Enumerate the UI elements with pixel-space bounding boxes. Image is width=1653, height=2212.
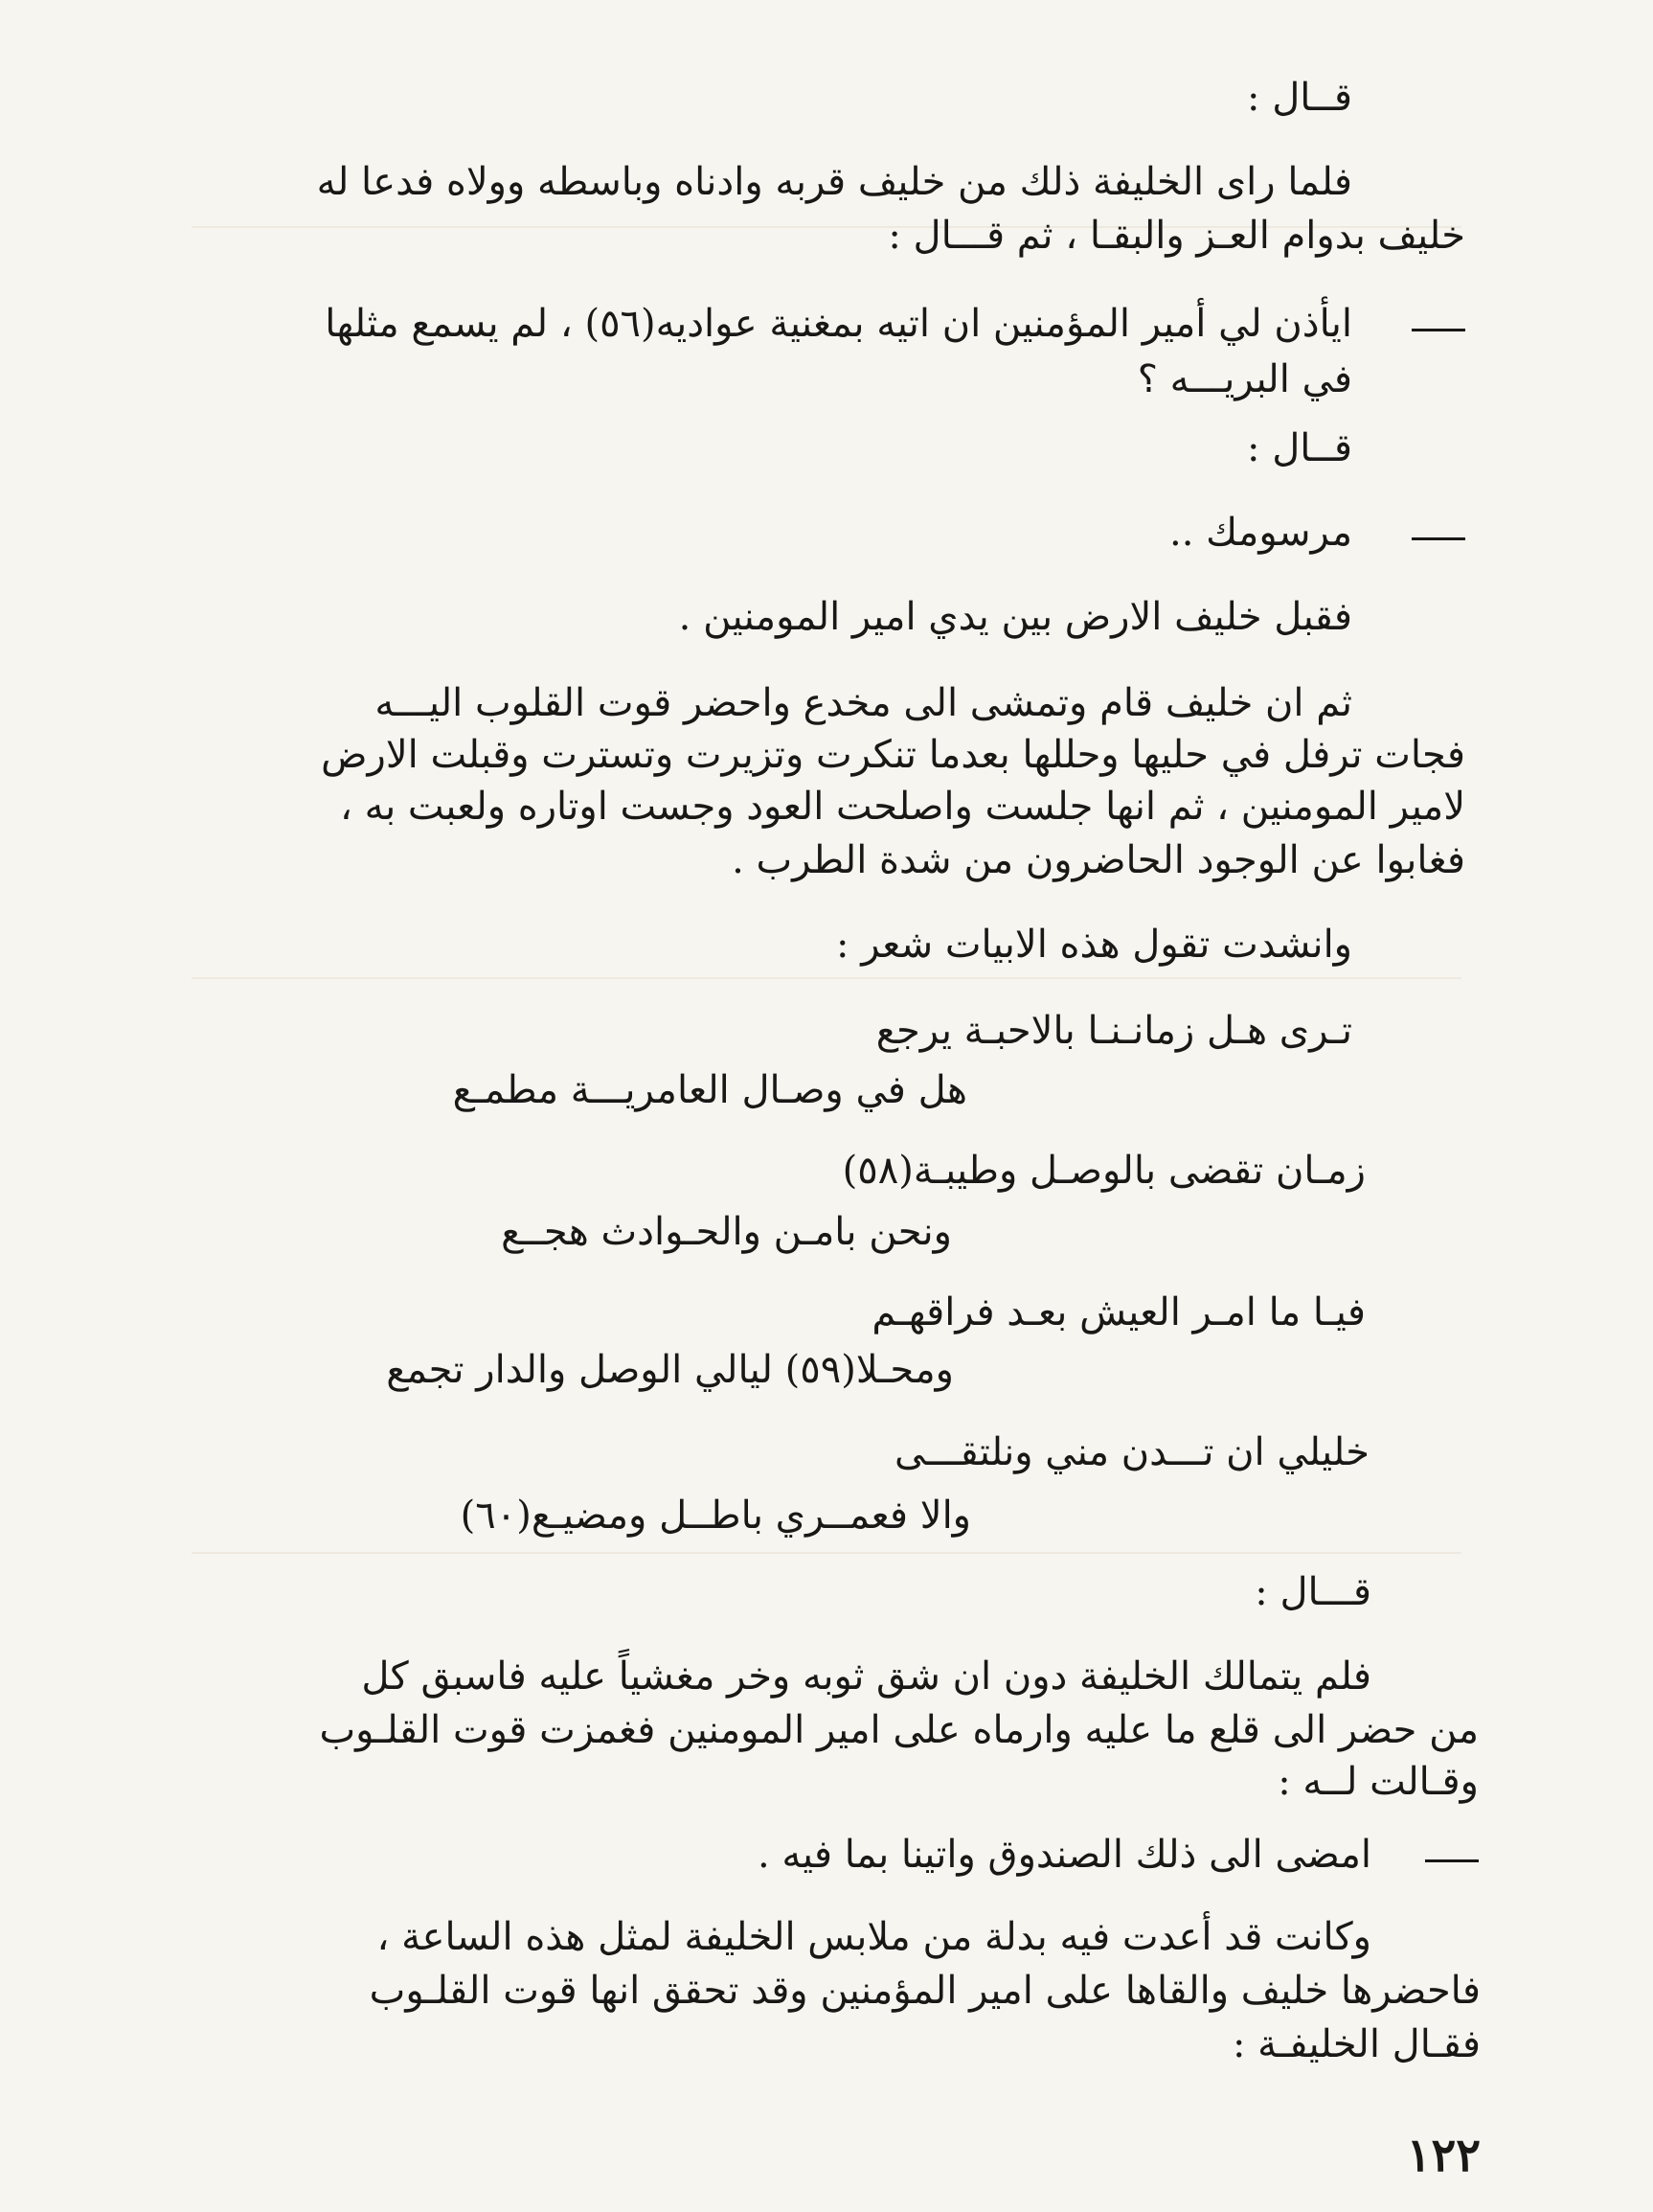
bleed-through-trace bbox=[192, 977, 1461, 979]
speaker-label: قـــال : bbox=[1255, 1570, 1371, 1614]
page-number: ١٢٢ bbox=[1406, 2129, 1481, 2182]
paragraph-line: فغابوا عن الوجود الحاضرون من شدة الطرب . bbox=[732, 838, 1465, 882]
paragraph-line: وكانت قد أعدت فيه بدلة من ملابس الخليفة لمثل هذه الساعة ، bbox=[376, 1915, 1371, 1959]
poem-verse: خليلي ان تـــدن مني ونلتقـــى bbox=[894, 1430, 1370, 1474]
speaker-label: قــال : bbox=[1247, 76, 1352, 120]
poem-verse: تـرى هـل زمانـنـا بالاحبـة يرجع bbox=[875, 1009, 1352, 1053]
speaker-label: قــال : bbox=[1247, 426, 1352, 470]
paragraph-line: لامير المومنين ، ثم انها جلست واصلحت العود وجست اوتاره ولعبت به ، bbox=[340, 785, 1465, 829]
bleed-through-trace bbox=[192, 1552, 1461, 1554]
dialogue-line: مرسومك .. bbox=[1169, 511, 1352, 555]
dialogue-line: ايأذن لي أمير المؤمنين ان اتيه بمغنية عواديه(٥٦) ، لم يسمع مثلها bbox=[325, 302, 1352, 346]
paragraph-line: فلم يتمالك الخليفة دون ان شق ثوبه وخر مغشياً عليه فاسبق كل bbox=[361, 1654, 1371, 1699]
dialogue-dash bbox=[1425, 1859, 1479, 1862]
paragraph-line: فلما راى الخليفة ذلك من خليف قربه وادناه وباسطه وولاه فدعا له bbox=[316, 160, 1352, 204]
dialogue-dash bbox=[1412, 537, 1465, 540]
paragraph-line: فجات ترفل في حليها وحللها بعدما تنكرت وتزيرت وتسترت وقبلت الارض bbox=[321, 733, 1465, 777]
paragraph-line: خليف بدوام العـز والبقـا ، ثم قـــال : bbox=[888, 214, 1465, 258]
paragraph-line: وقـالت لــه : bbox=[1278, 1760, 1479, 1804]
dialogue-line: امضى الى ذلك الصندوق واتينا بما فيه . bbox=[757, 1833, 1371, 1877]
poem-verse: زمـان تقضى بالوصـل وطيبـة(٥٨) bbox=[842, 1149, 1366, 1193]
poem-verse: والا فعمــري باطــل ومضيـع(٦٠) bbox=[460, 1494, 971, 1538]
paragraph-line: فقبل خليف الارض بين يدي امير المومنين . bbox=[678, 595, 1352, 639]
paragraph-line: فاحضرها خليف والقاها على امير المؤمنين وقد تحقق انها قوت القلـوب bbox=[369, 1969, 1481, 2013]
poem-verse: ومحـلا(٥٩) ليالي الوصل والدار تجمع bbox=[386, 1348, 954, 1392]
paragraph-line: فقـال الخليفـة : bbox=[1232, 2022, 1481, 2066]
poem-verse: ونحن بامـن والحـوادث هجــع bbox=[501, 1210, 952, 1254]
dialogue-dash bbox=[1412, 329, 1465, 331]
paragraph-line: ثم ان خليف قام وتمشى الى مخدع واحضر قوت القلوب اليـــه bbox=[374, 681, 1352, 725]
poem-verse: هل في وصـال العامريـــة مطمـع bbox=[452, 1068, 967, 1112]
paragraph-line: من حضر الى قلع ما عليه وارماه على امير المومنين فغمزت قوت القلـوب bbox=[319, 1708, 1479, 1752]
dialogue-line: في البريـــه ؟ bbox=[1137, 357, 1352, 401]
poem-verse: فيـا ما امـر العيش بعـد فراقهـم bbox=[872, 1290, 1366, 1334]
poem-intro: وانشدت تقول هذه الابيات شعر : bbox=[836, 923, 1352, 967]
